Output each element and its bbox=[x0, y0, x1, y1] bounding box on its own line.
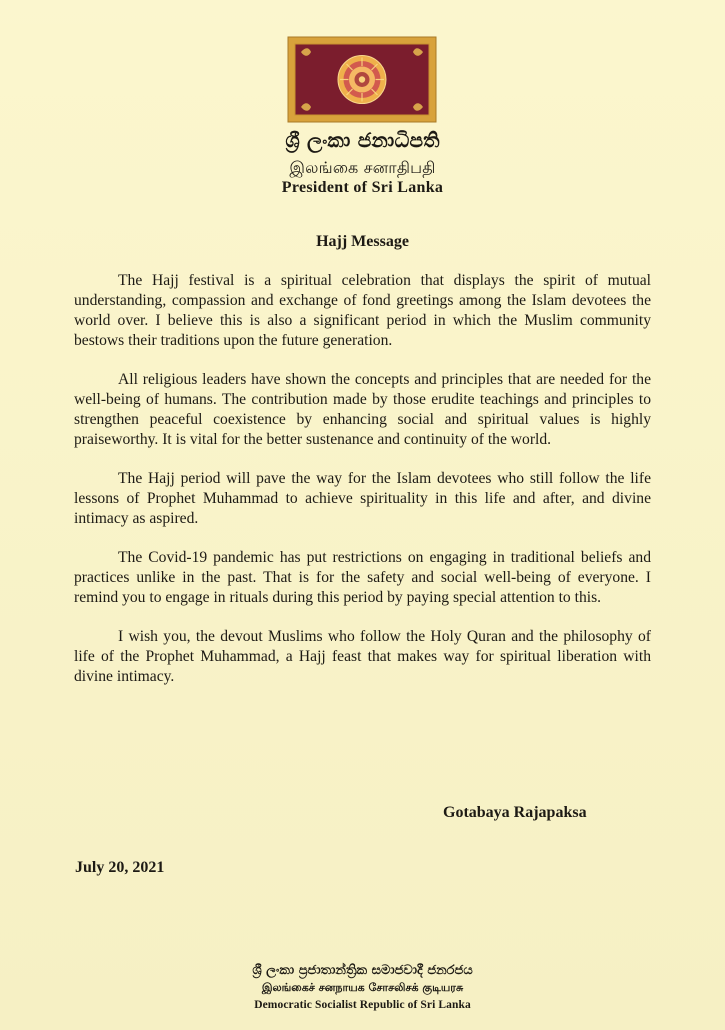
tamil-title: இலங்கை சனாதிபதி bbox=[289, 158, 436, 177]
message-date: July 20, 2021 bbox=[75, 859, 165, 876]
sinhala-title: ශ්‍රී ලංකා ජනාධිපති bbox=[285, 128, 440, 152]
presidential-flag-emblem-icon bbox=[287, 36, 437, 123]
signature-name: Gotabaya Rajapaksa bbox=[443, 804, 587, 821]
message-paragraph-4: The Covid-19 pandemic has put restrictions on engaging in traditional beliefs and practices unlike in the past. That is for the safety and social well-being of everyone. I remind you to engage in rituals during this period by paying special attention to this. bbox=[74, 549, 651, 606]
footer-tamil: இலங்கைச் சனநாயக சோசலிசக் குடியரசு bbox=[261, 981, 464, 994]
footer-english: Democratic Socialist Republic of Sri Lanka bbox=[254, 999, 471, 1011]
english-title: President of Sri Lanka bbox=[281, 179, 444, 196]
message-paragraph-3: The Hajj period will pave the way for the Islam devotees who still follow the life lessons of Prophet Muhammad to achieve spirituality in this life and after, and divine intimacy as aspired. bbox=[74, 470, 651, 527]
message-paragraph-2: All religious leaders have shown the concepts and principles that are needed for the well-being of humans. The contribution made by those erudite teachings and principles to strengthen peaceful coexistence by enhancing social and spiritual values is highly praiseworthy. It is vital for the better sustenance and continuity of the world. bbox=[74, 371, 651, 448]
message-heading: Hajj Message bbox=[316, 233, 409, 250]
message-paragraph-5: I wish you, the devout Muslims who follow the Holy Quran and the philosophy of life of the Prophet Muhammad, a Hajj feast that makes way for spiritual liberation with divine intimacy. bbox=[74, 628, 651, 685]
message-paragraph-1: The Hajj festival is a spiritual celebration that displays the spirit of mutual understanding, compassion and exchange of fond greetings among the Islam devotees the world over. I believe this is also a significant period in which the Muslim community bestows their traditions upon the future generation. bbox=[74, 272, 651, 349]
message-body bbox=[74, 271, 651, 706]
footer-sinhala: ශ්‍රී ලංකා ප්‍රජාතාන්ත්‍රික සමාජවාදී ජනරජය bbox=[252, 963, 473, 978]
